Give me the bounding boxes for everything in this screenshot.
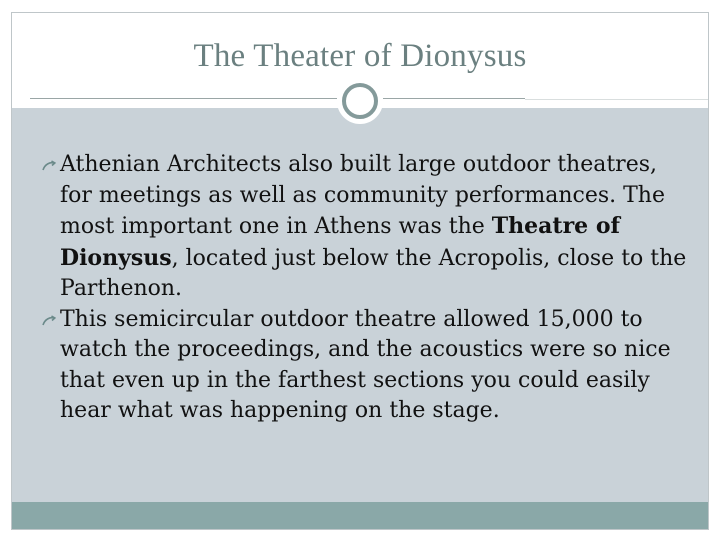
bullet-text-part: , located just below the Acropolis, close to the Parthenon. bbox=[60, 245, 687, 301]
bullet-text-part: Athenian Architects also built large outdoor theatres, for meetings as well as community performances. The most important one in Athens was the bbox=[60, 152, 665, 239]
slide-frame bbox=[11, 12, 709, 530]
bullet-text: This semicircular outdoor theatre allowed 15,000 to watch the proceedings, and the acoustics were so nice that even up in the farthest sections you could easily hear what was happening on the stage. bbox=[60, 306, 671, 423]
slide-title: The Theater of Dionysus bbox=[193, 38, 527, 74]
bullet-text-bold: Theatre of Dionysus bbox=[60, 213, 620, 271]
